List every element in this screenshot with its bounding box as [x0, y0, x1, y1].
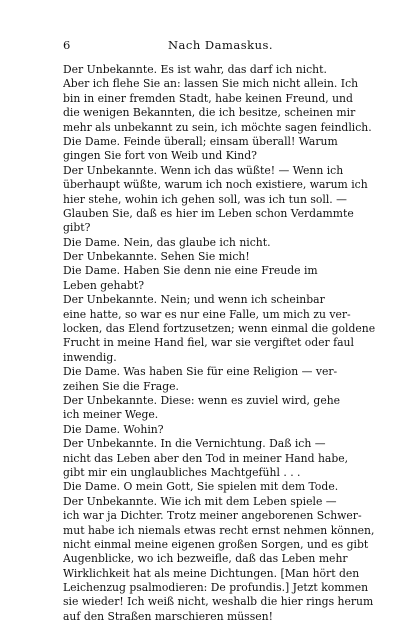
text-line: gibt?	[63, 221, 91, 235]
text-line: eine hatte, so war es nur eine Falle, um mich zu ver-	[63, 307, 351, 321]
text-line: Der Unbekannte. Nein; und wenn ich scheinbar	[63, 293, 325, 307]
text-line: Augenblicke, wo ich bezweifle, daß das Leben mehr	[63, 552, 348, 566]
text-line: Die Dame. Haben Sie denn nie eine Freude im	[63, 264, 318, 278]
text-line: nicht das Leben aber den Tod in meiner Hand habe,	[63, 451, 349, 465]
page-header	[63, 38, 378, 54]
text-line: Leichenzug psalmodieren: De profundis.] Jetzt kommen	[63, 581, 369, 595]
text-line: Die Dame. Nein, das glaube ich nicht.	[63, 235, 271, 249]
body-text	[63, 63, 379, 624]
text-line: Die Dame. Wohin?	[63, 422, 164, 436]
page-number: 6	[63, 38, 71, 52]
text-line: auf den Straßen marschieren müssen!	[63, 609, 273, 623]
text-line: gibt mir ein unglaubliches Machtgefühl . . .	[63, 465, 301, 479]
text-line: Der Unbekannte. Wenn ich das wüßte! — Wenn ich	[63, 163, 344, 177]
text-line: Der Unbekannte. Wie ich mit dem Leben spiele —	[63, 494, 337, 508]
text-line: Der Unbekannte. Diese: wenn es zuviel wird, gehe	[63, 393, 341, 407]
text-line: Leben gehabt?	[63, 278, 144, 292]
text-line: Wirklichkeit hat als meine Dichtungen. [Man hört den	[63, 566, 360, 580]
text-line: sie wieder! Ich weiß nicht, weshalb die hier rings herum	[63, 595, 374, 609]
text-line: Aber ich flehe Sie an: lassen Sie mich nicht allein. Ich	[63, 77, 359, 91]
text-line: locken, das Elend fortzusetzen; wenn einmal die goldene	[63, 322, 376, 336]
running-title: Nach Damaskus.	[167, 38, 274, 52]
text-line: ich war ja Dichter. Trotz meiner angeborenen Schwer-	[63, 509, 362, 523]
text-line: Frucht in meine Hand fiel, war sie vergiftet oder faul	[63, 336, 354, 350]
text-line: Der Unbekannte. Es ist wahr, das darf ich nicht.	[63, 63, 327, 76]
text-line: hier stehe, wohin ich gehen soll, was ich tun soll. —	[63, 192, 347, 206]
text-line: Die Dame. O mein Gott, Sie spielen mit dem Tode.	[63, 480, 339, 494]
text-line: Der Unbekannte. In die Vernichtung. Daß ich —	[63, 437, 326, 451]
text-line: zeihen Sie die Frage.	[63, 379, 179, 393]
text-line: gingen Sie fort von Weib und Kind?	[63, 149, 257, 163]
text-line: ich meiner Wege.	[63, 408, 159, 422]
text-line: Die Dame. Feinde überall; einsam überall! Warum	[63, 134, 338, 148]
text-line: Glauben Sie, daß es hier im Leben schon Verdammte	[63, 206, 354, 220]
text-line: Der Unbekannte. Sehen Sie mich!	[63, 250, 250, 264]
text-line: inwendig.	[63, 350, 117, 364]
text-line: Die Dame. Was haben Sie für eine Religion — ver-	[63, 365, 338, 379]
text-line: mehr als unbekannt zu sein, ich möchte sagen feindlich.	[63, 120, 372, 134]
text-line: nicht einmal meine eigenen großen Sorgen, und es gibt	[63, 537, 369, 551]
text-line: bin in einer fremden Stadt, habe keinen Freund, und	[63, 91, 353, 105]
text-line: die wenigen Bekannten, die ich besitze, scheinen mir	[63, 106, 356, 120]
text-line: überhaupt wüßte, warum ich noch existiere, warum ich	[63, 178, 368, 192]
text-line: mut habe ich niemals etwas recht ernst nehmen können,	[63, 523, 375, 537]
